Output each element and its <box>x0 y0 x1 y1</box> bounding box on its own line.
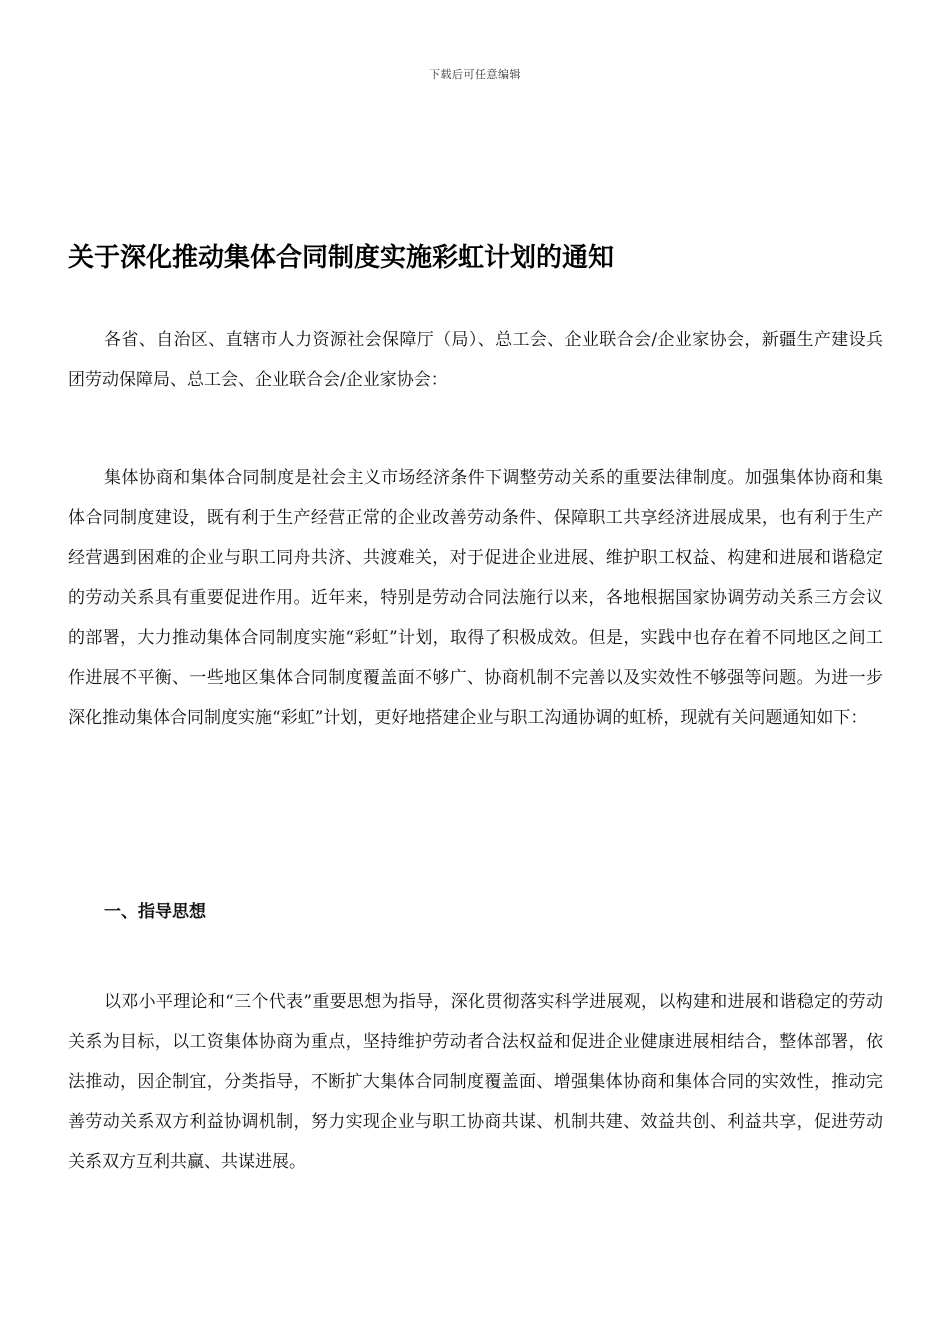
guiding-thought-paragraph: 以邓小平理论和“三个代表”重要思想为指导，深化贯彻落实科学进展观，以构建和进展和谐稳定的劳动关系为目标，以工资集体协商为重点，坚持维护劳动者合法权益和促进企业健康进展相结合，整体部署，依法推动，因企制宜，分类指导，不断扩大集体合同制度覆盖面、增强集体协商和集体合同的实效性，推动完善劳动关系双方利益协调机制，努力实现企业与职工协商共谋、机制共建、效益共创、利益共享，促进劳动关系双方互利共赢、共谋进展。 <box>68 992 883 1172</box>
document-title: 关于深化推动集体合同制度实施彩虹计划的通知 <box>68 243 615 273</box>
intro-paragraph: 集体协商和集体合同制度是社会主义市场经济条件下调整劳动关系的重要法律制度。加强集体协商和集体合同制度建设，既有利于生产经营正常的企业改善劳动条件、保障职工共享经济进展成果，也有利于生产经营遇到困难的企业与职工同舟共济、共渡难关，对于促进企业进展、维护职工权益、构建和进展和谐稳定的劳动关系具有重要促进作用。近年来，特别是劳动合同法施行以来，各地根据国家协调劳动关系三方会议的部署，大力推动集体合同制度实施“彩虹”计划，取得了积极成效。但是，实践中也存在着不同地区之间工作进展不平衡、一些地区集体合同制度覆盖面不够广、协商机制不完善以及实效性不够强等问题。为进一步深化推动集体合同制度实施“彩虹”计划，更好地搭建企业与职工沟通协调的虹桥，现就有关问题通知如下： <box>68 468 883 728</box>
header-note: 下载后可任意编辑 <box>429 68 521 81</box>
salutation-paragraph: 各省、自治区、直辖市人力资源社会保障厅（局）、总工会、企业联合会/企业家协会，新疆生产建设兵团劳动保障局、总工会、企业联合会/企业家协会： <box>68 330 883 390</box>
section-heading-guiding-thought: 一、指导思想 <box>104 902 206 922</box>
